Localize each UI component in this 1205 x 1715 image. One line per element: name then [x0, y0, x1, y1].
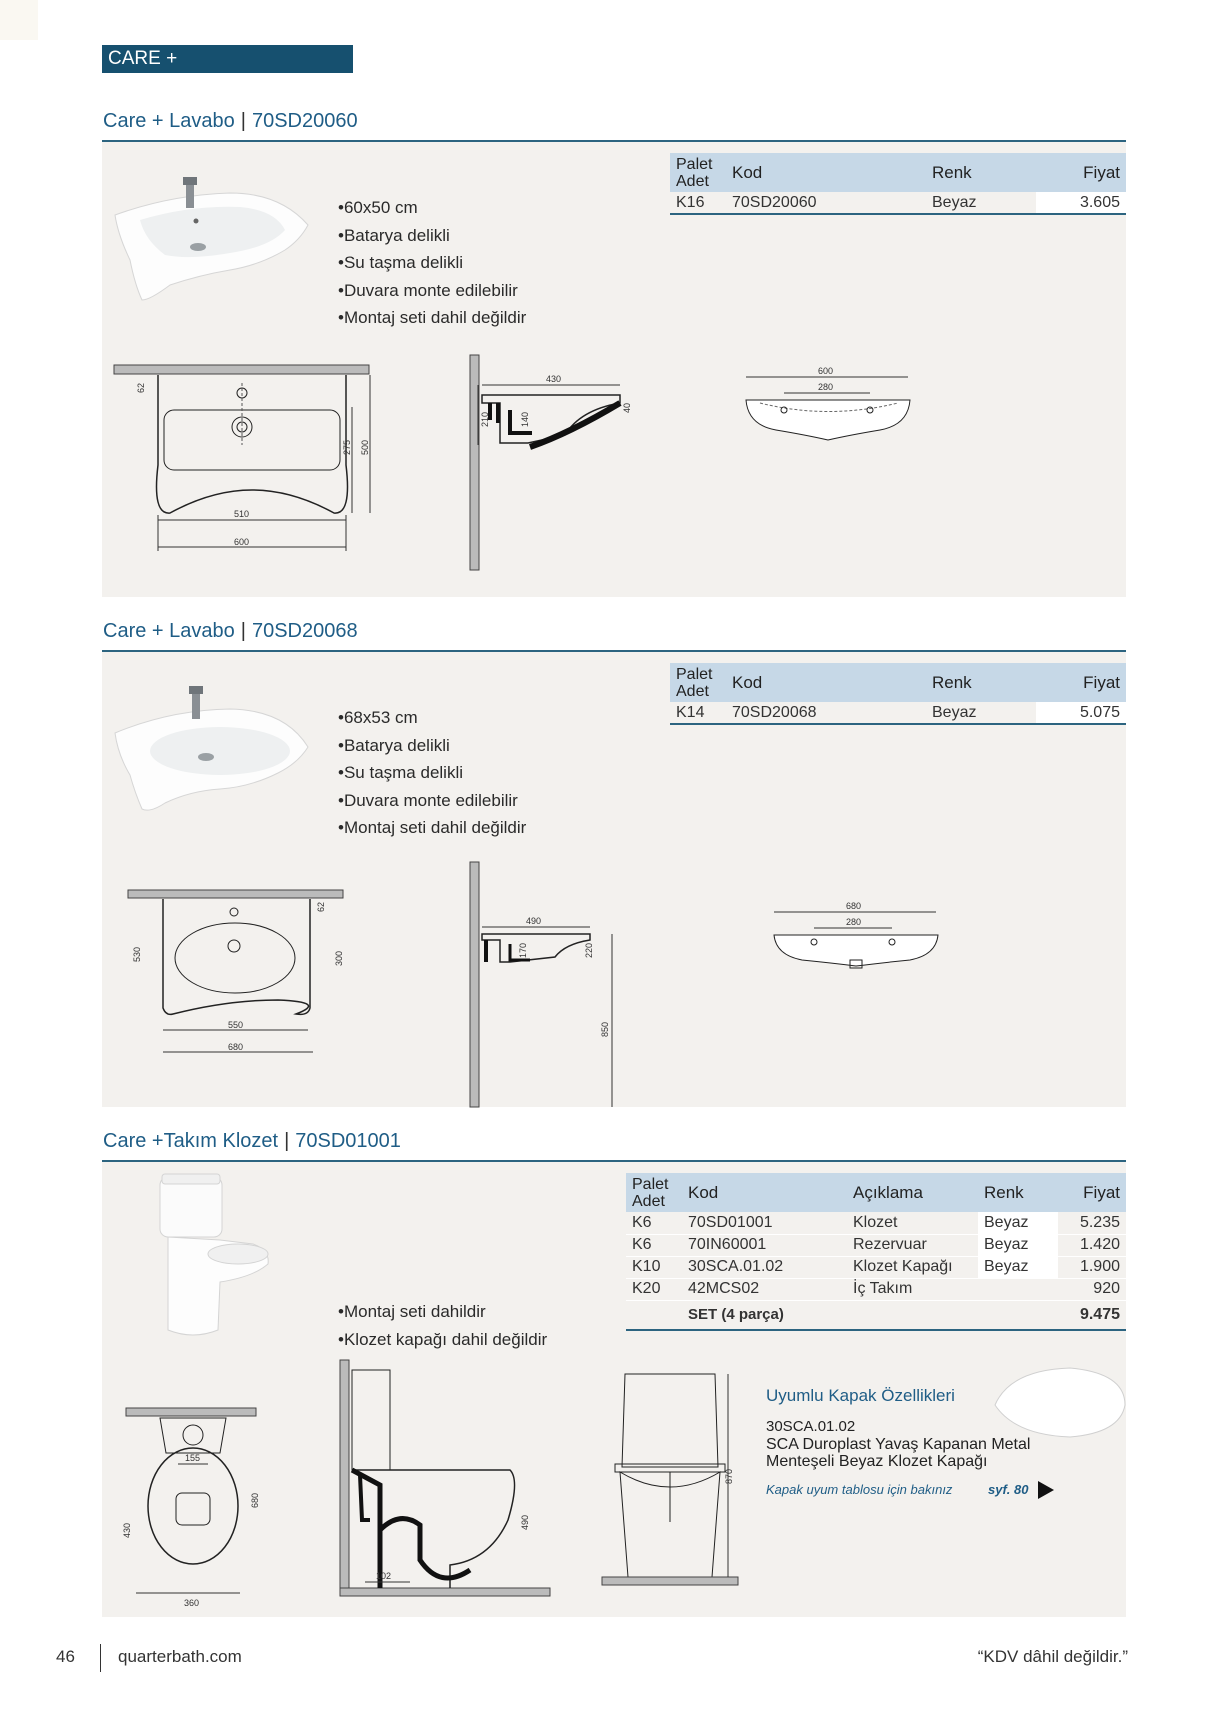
dim-label: 280 — [846, 917, 862, 927]
top-view-drawing — [740, 365, 920, 445]
table-row — [626, 1234, 1126, 1256]
table-header-row — [670, 663, 1126, 702]
dim-label: 62 — [316, 901, 326, 912]
set-label: SET (4 parça) — [682, 1300, 1058, 1330]
col-header-palet: Palet Adet — [670, 153, 726, 192]
table-total-row — [626, 1300, 1126, 1330]
cell-aciklama: Rezervuar — [847, 1234, 978, 1256]
cell-fiyat: 3.605 — [1036, 192, 1126, 214]
cell-renk — [978, 1278, 1058, 1300]
dim-label: 360 — [184, 1598, 200, 1608]
section-title — [103, 110, 358, 133]
dim-label: 102 — [376, 1571, 392, 1581]
col-header-kod: Kod — [682, 1173, 847, 1212]
toilet-front-view-drawing — [600, 1372, 740, 1597]
col-header-palet: Palet Adet — [626, 1173, 682, 1212]
footer-separator — [100, 1644, 101, 1672]
toilet-top-view-drawing — [118, 1408, 278, 1613]
feature-item: • Su taşma delikli — [338, 249, 526, 277]
col-header-fiyat: Fiyat — [1036, 153, 1126, 192]
dim-label: 600 — [234, 537, 250, 547]
cell-palet: K6 — [626, 1212, 682, 1234]
cell-aciklama: Klozet — [847, 1212, 978, 1234]
cell-renk: Beyaz — [978, 1234, 1058, 1256]
cell-fiyat: 5.075 — [1036, 702, 1126, 724]
title-separator: | — [240, 620, 246, 642]
feature-item: • Batarya delikli — [338, 732, 526, 760]
section-title — [103, 1130, 401, 1153]
compatible-lid-title: Uyumlu Kapak Özellikleri — [766, 1386, 955, 1405]
cell-renk: Beyaz — [978, 1256, 1058, 1278]
website-link[interactable]: quarterbath.com — [118, 1647, 242, 1666]
feature-item: • 60x50 cm — [338, 194, 526, 222]
dim-label: 680 — [250, 1492, 260, 1508]
col-header-kod: Kod — [726, 153, 926, 192]
cell-renk: Beyaz — [926, 702, 1036, 724]
table-row — [670, 192, 1126, 214]
section-code: 70SD01001 — [295, 1130, 401, 1152]
cell-kod: 70SD01001 — [682, 1212, 847, 1234]
dim-label: 62 — [136, 382, 146, 393]
feature-list — [338, 1298, 547, 1353]
cell-kod: 70SD20068 — [726, 702, 926, 724]
table-row — [670, 702, 1126, 724]
table-row — [626, 1278, 1126, 1300]
dim-label: 490 — [526, 916, 542, 926]
table-row — [626, 1256, 1126, 1278]
dim-label: 140 — [520, 411, 530, 427]
section-name: Care + Lavabo — [103, 110, 235, 132]
col-header-renk: Renk — [978, 1173, 1058, 1212]
dim-label: 850 — [600, 1021, 610, 1037]
dim-label: 430 — [122, 1522, 132, 1538]
toilet-lid-image — [990, 1365, 1130, 1445]
cell-palet: K14 — [670, 702, 726, 724]
front-view-drawing — [112, 365, 372, 565]
cell-palet: K10 — [626, 1256, 682, 1278]
cell-kod: 70SD20060 — [726, 192, 926, 214]
dim-label: 600 — [818, 366, 834, 376]
feature-item: • Montaj seti dahil değildir — [338, 304, 526, 332]
washbasin-product-image — [110, 685, 310, 815]
price-table — [626, 1173, 1126, 1331]
cell-aciklama: Klozet Kapağı — [847, 1256, 978, 1278]
side-view-drawing — [470, 355, 650, 570]
compatible-lid-description: SCA Duroplast Yavaş Kapanan Metal Menteşeli Beyaz Klozet Kapağı — [766, 1436, 1031, 1470]
dim-label: 430 — [546, 374, 562, 384]
set-price: 9.475 — [1058, 1300, 1126, 1330]
dim-label: 210 — [480, 411, 490, 427]
section-title — [103, 620, 358, 643]
top-view-drawing — [770, 900, 950, 980]
feature-item: • Montaj seti dahildir — [338, 1298, 547, 1326]
table-row — [626, 1212, 1126, 1234]
cell-kod: 42MCS02 — [682, 1278, 847, 1300]
toilet-side-view-drawing — [340, 1360, 555, 1596]
feature-item: • Batarya delikli — [338, 222, 526, 250]
washbasin-product-image — [110, 175, 315, 305]
cell-renk: Beyaz — [978, 1212, 1058, 1234]
feature-item: • Duvara monte edilebilir — [338, 277, 526, 305]
col-header-fiyat: Fiyat — [1036, 663, 1126, 702]
front-view-drawing — [128, 890, 358, 1060]
dim-label: 550 — [228, 1020, 244, 1030]
lid-page-reference[interactable]: syf. 80 — [988, 1482, 1029, 1497]
cell-palet: K6 — [626, 1234, 682, 1256]
col-header-palet: Palet Adet — [670, 663, 726, 702]
feature-list — [338, 704, 526, 842]
dim-label: 220 — [584, 942, 594, 958]
cell-aciklama: İç Takım — [847, 1278, 978, 1300]
dim-label: 490 — [520, 1514, 530, 1530]
toilet-product-image — [158, 1172, 268, 1342]
page-corner-mark — [0, 0, 38, 40]
table-header-row — [626, 1173, 1126, 1212]
play-arrow-icon[interactable] — [1038, 1481, 1054, 1499]
col-header-renk: Renk — [926, 153, 1036, 192]
cell-kod: 30SCA.01.02 — [682, 1256, 847, 1278]
col-header-renk: Renk — [926, 663, 1036, 702]
dim-label: 530 — [132, 946, 142, 962]
dim-label: 40 — [622, 402, 632, 413]
lid-table-reference-link[interactable]: Kapak uyum tablosu için bakınız — [766, 1482, 953, 1497]
cell-renk: Beyaz — [926, 192, 1036, 214]
cell-palet: K20 — [626, 1278, 682, 1300]
dim-label: 170 — [518, 942, 528, 958]
cell-fiyat: 5.235 — [1058, 1212, 1126, 1234]
section-code: 70SD20060 — [251, 110, 358, 132]
section-code: 70SD20068 — [251, 620, 358, 642]
category-tab: CARE + — [102, 45, 353, 73]
price-table — [670, 663, 1126, 725]
col-header-aciklama: Açıklama — [847, 1173, 978, 1212]
dim-label: 280 — [818, 382, 834, 392]
dim-label: 510 — [234, 509, 250, 519]
dim-label: 870 — [724, 1468, 734, 1484]
cell-kod: 70IN60001 — [682, 1234, 847, 1256]
col-header-kod: Kod — [726, 663, 926, 702]
feature-item: • Duvara monte edilebilir — [338, 787, 526, 815]
price-table — [670, 153, 1126, 215]
feature-item: • Klozet kapağı dahil değildir — [338, 1326, 547, 1354]
dim-label: 680 — [228, 1042, 244, 1052]
feature-item: • Montaj seti dahil değildir — [338, 814, 526, 842]
dim-label: 680 — [846, 901, 862, 911]
feature-item: • Su taşma delikli — [338, 759, 526, 787]
table-header-row — [670, 153, 1126, 192]
page-number: 46 — [56, 1647, 75, 1666]
cell-palet: K16 — [670, 192, 726, 214]
cell-fiyat: 1.420 — [1058, 1234, 1126, 1256]
section-name: Care + Lavabo — [103, 620, 235, 642]
feature-list — [338, 194, 526, 332]
feature-item: • 68x53 cm — [338, 704, 526, 732]
dim-label: 275 — [342, 439, 352, 455]
side-view-drawing — [470, 862, 620, 1112]
title-separator: | — [240, 110, 246, 132]
cell-fiyat: 920 — [1058, 1278, 1126, 1300]
section-name: Care +Takım Klozet — [103, 1130, 279, 1152]
dim-label: 500 — [360, 439, 370, 455]
col-header-fiyat: Fiyat — [1058, 1173, 1126, 1212]
dim-label: 300 — [334, 950, 344, 966]
cell-fiyat: 1.900 — [1058, 1256, 1126, 1278]
vat-note: “KDV dâhil değildir.” — [977, 1647, 1128, 1666]
title-separator: | — [284, 1130, 290, 1152]
dim-label: 155 — [185, 1453, 201, 1463]
compatible-lid-code: 30SCA.01.02 — [766, 1418, 856, 1435]
